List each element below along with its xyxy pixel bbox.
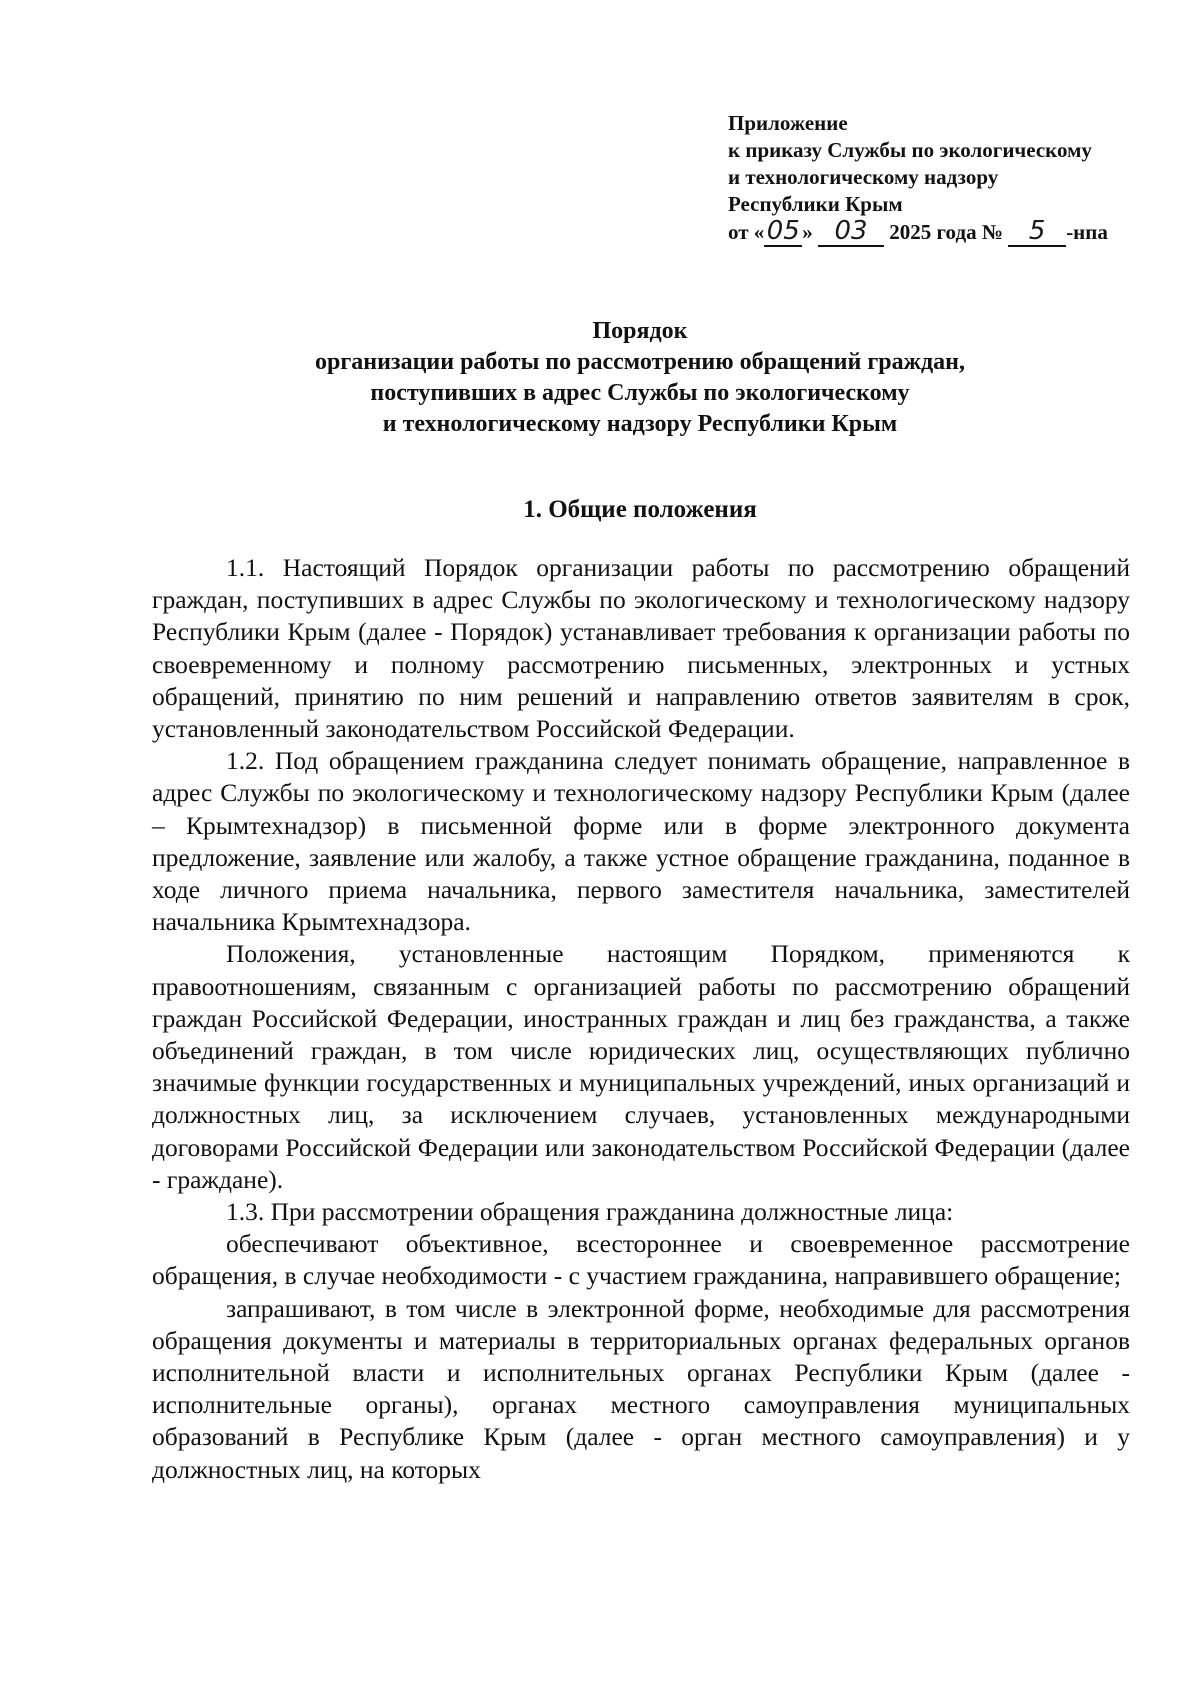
title-line-3: поступивших в адрес Службы по экологическому — [370, 380, 910, 406]
attachment-block — [728, 110, 1168, 247]
date-mid: » — [802, 220, 813, 244]
order-date-number-line — [728, 218, 1168, 247]
date-prefix: от « — [728, 220, 765, 244]
handwritten-number: 5 — [1008, 218, 1066, 247]
section-heading: 1. Общие положения — [523, 496, 757, 523]
paragraph-ensure: обеспечивают объективное, всестороннее и своевременное рассмотрение обращения, в случае необходимости - с участием гражданина, направившего обращение; — [152, 1229, 1130, 1291]
title-line-4: и технологическому надзору Республики Крым — [382, 411, 898, 437]
document-body — [152, 552, 1130, 1486]
year-text: 2025 года № — [889, 220, 1003, 244]
attachment-line-2: к приказу Службы по экологическому — [728, 138, 1092, 162]
paragraph-1-2: 1.2. Под обращением гражданина следует понимать обращение, направленное в адрес Службы по экологическому и технологическому надзору Республики Крым (далее – Крымтехнадзор) в письменной форме или в форме электронного документа предложение, заявление или жалобу, а также устное обращение гражданина, поданное в ходе личного приема начальника, первого заместителя начальника, заместителей начальника Крымтехнадзора. — [152, 746, 1130, 937]
paragraph-1-1: 1.1. Настоящий Порядок организации работы по рассмотрению обращений граждан, поступивших в адрес Службы по экологическому и технологическому надзору Республики Крым (далее - Порядок) устанавливает требования к организации работы по своевременному и полному рассмотрению письменных, электронных и устных обращений, принятию по ним решений и направлению ответов заявителям в срок, установленный законодательством Российской Федерации. — [152, 553, 1130, 744]
number-suffix: -нпа — [1066, 220, 1108, 244]
handwritten-day: 05 — [764, 218, 802, 247]
attachment-line-3: и технологическому надзору — [728, 165, 999, 189]
attachment-line-4: Республики Крым — [728, 192, 903, 216]
paragraph-request: запрашивают, в том числе в электронной форме, необходимые для рассмотрения обращения документы и материалы в территориальных органах федеральных органов исполнительной власти и исполнительных органах Республики Крым (далее - исполнительные органы), органах местного самоуправления муниципальных образований в Республике Крым (далее - орган местного самоуправления) и у должностных лиц, на которых — [152, 1293, 1130, 1484]
document-title — [150, 316, 1130, 440]
title-line-2: организации работы по рассмотрению обращений граждан, — [315, 349, 965, 375]
handwritten-month: 03 — [818, 218, 884, 247]
title-line-1: Порядок — [592, 318, 688, 344]
paragraph-provisions: Положения, установленные настоящим Порядком, применяются к правоотношениям, связанным с организацией работы по рассмотрению обращений граждан Российской Федерации, иностранных граждан и лиц без гражданства, а также объединений граждан, в том числе юридических лиц, осуществляющих публично значимые функции государственных и муниципальных учреждений, иных организаций и должностных лиц, за исключением случаев, установленных международными договорами Российской Федерации или законодательством Российской Федерации (далее - граждане). — [152, 939, 1130, 1194]
paragraph-1-3: 1.3. При рассмотрении обращения гражданина должностные лица: — [226, 1197, 954, 1227]
attachment-line-1: Приложение — [728, 111, 848, 135]
